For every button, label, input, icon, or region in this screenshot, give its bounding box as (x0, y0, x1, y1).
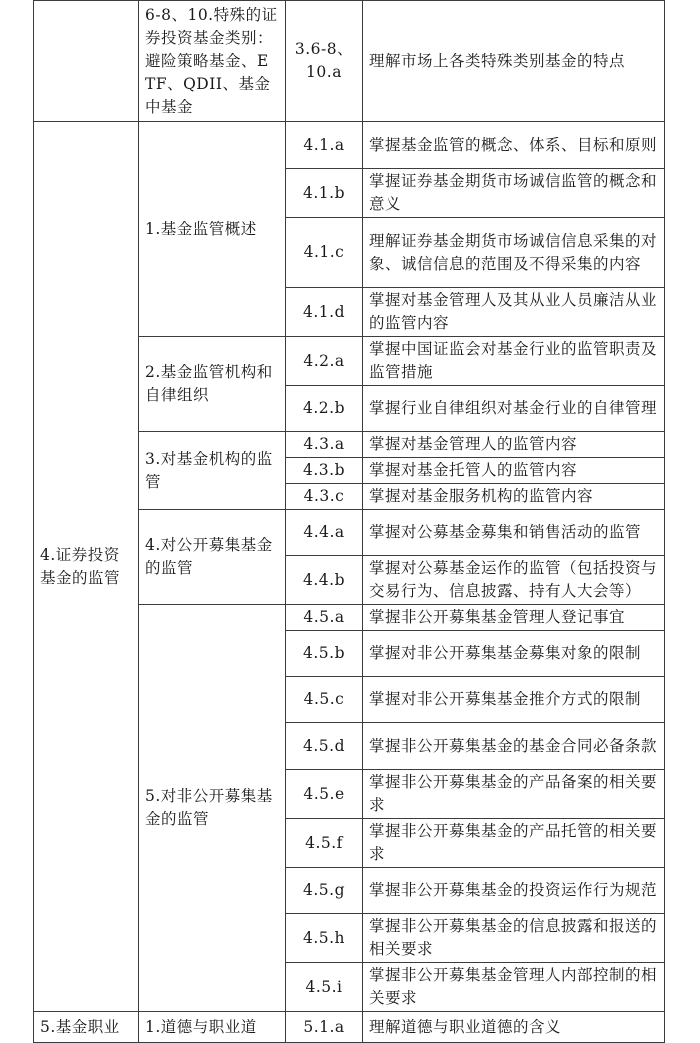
description-cell: 掌握中国证监会对基金行业的监管职责及监管措施 (363, 337, 665, 386)
code-cell: 4.5.g (286, 868, 363, 914)
topic-cell: 6-8、10.特殊的证券投资基金类别：避险策略基金、ETF、QDII、基金中基金 (139, 1, 286, 122)
description-cell: 掌握非公开募集基金管理人内部控制的相关要求 (363, 963, 665, 1012)
description-cell: 理解道德与职业道德的含义 (363, 1012, 665, 1043)
code-cell: 4.3.c (286, 484, 363, 510)
code-cell: 4.5.c (286, 677, 363, 723)
description-cell: 掌握非公开募集基金的产品托管的相关要求 (363, 819, 665, 868)
topic-cell: 3.对基金机构的监管 (139, 432, 286, 510)
topic-cell: 1.基金监管概述 (139, 122, 286, 337)
topic-cell: 2.基金监管机构和自律组织 (139, 337, 286, 432)
code-cell: 5.1.a (286, 1012, 363, 1043)
code-cell: 4.1.d (286, 288, 363, 337)
description-cell: 掌握非公开募集基金的基金合同必备条款 (363, 723, 665, 770)
table-row (34, 122, 665, 169)
code-cell: 4.5.i (286, 963, 363, 1012)
code-cell: 4.5.a (286, 605, 363, 631)
description-cell: 掌握对基金管理人及其从业人员廉洁从业的监管内容 (363, 288, 665, 337)
code-cell: 4.1.c (286, 218, 363, 288)
code-cell: 4.2.a (286, 337, 363, 386)
code-cell: 4.4.b (286, 556, 363, 605)
code-cell: 3.6-8、10.a (286, 1, 363, 122)
code-cell: 4.5.d (286, 723, 363, 770)
table-row (34, 1012, 665, 1043)
description-cell: 掌握对基金服务机构的监管内容 (363, 484, 665, 510)
description-cell: 掌握证券基金期货市场诚信监管的概念和意义 (363, 169, 665, 218)
code-cell: 4.2.b (286, 386, 363, 432)
code-cell: 4.4.a (286, 510, 363, 556)
code-cell: 4.3.b (286, 458, 363, 484)
topic-cell: 1.道德与职业道 (139, 1012, 286, 1043)
syllabus-table (33, 0, 665, 1043)
description-cell: 掌握非公开募集基金管理人登记事宜 (363, 605, 665, 631)
description-cell: 理解证券基金期货市场诚信信息采集的对象、诚信信息的范围及不得采集的内容 (363, 218, 665, 288)
section-cell: 5.基金职业 (34, 1012, 139, 1043)
code-cell: 4.5.f (286, 819, 363, 868)
description-cell: 掌握对非公开募集基金募集对象的限制 (363, 631, 665, 677)
code-cell: 4.5.b (286, 631, 363, 677)
topic-cell: 4.对公开募集基金的监管 (139, 510, 286, 605)
code-cell: 4.1.b (286, 169, 363, 218)
description-cell: 掌握非公开募集基金的产品备案的相关要求 (363, 770, 665, 819)
description-cell: 掌握对基金管理人的监管内容 (363, 432, 665, 458)
description-cell: 掌握对公募基金运作的监管（包括投资与交易行为、信息披露、持有人大会等） (363, 556, 665, 605)
section-cell (34, 1, 139, 122)
description-cell: 掌握对基金托管人的监管内容 (363, 458, 665, 484)
code-cell: 4.1.a (286, 122, 363, 169)
code-cell: 4.3.a (286, 432, 363, 458)
description-cell: 掌握非公开募集基金的信息披露和报送的相关要求 (363, 914, 665, 963)
description-cell: 理解市场上各类特殊类别基金的特点 (363, 1, 665, 122)
description-cell: 掌握基金监管的概念、体系、目标和原则 (363, 122, 665, 169)
topic-cell: 5.对非公开募集基金的监管 (139, 605, 286, 1012)
description-cell: 掌握对公募基金募集和销售活动的监管 (363, 510, 665, 556)
table-row (34, 1, 665, 122)
description-cell: 掌握对非公开募集基金推介方式的限制 (363, 677, 665, 723)
code-cell: 4.5.e (286, 770, 363, 819)
description-cell: 掌握行业自律组织对基金行业的自律管理 (363, 386, 665, 432)
description-cell: 掌握非公开募集基金的投资运作行为规范 (363, 868, 665, 914)
section-cell: 4.证券投资基金的监管 (34, 122, 139, 1012)
code-cell: 4.5.h (286, 914, 363, 963)
